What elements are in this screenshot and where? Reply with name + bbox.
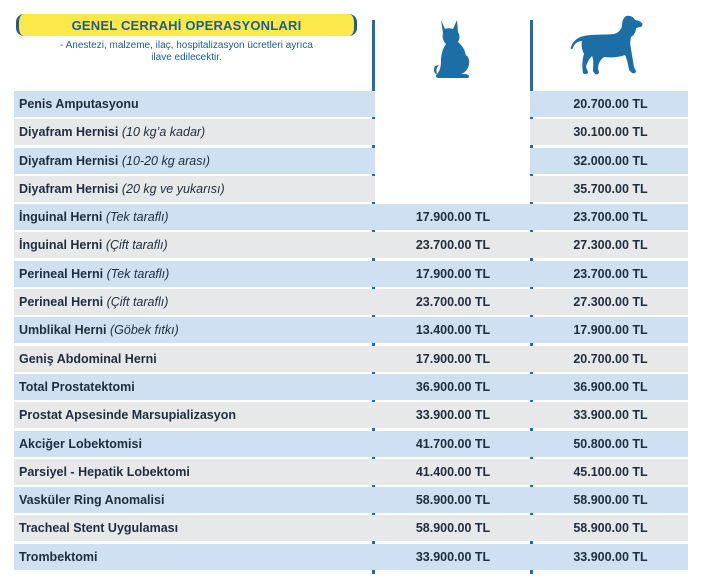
table-row	[14, 402, 688, 428]
table-row	[14, 515, 688, 541]
dog-price: 27.300.00 TL	[573, 238, 648, 253]
cat-price: 33.900.00 TL	[415, 408, 491, 423]
operation-name	[14, 323, 374, 337]
operation-name	[14, 97, 374, 111]
dog-price: 35.700.00 TL	[573, 181, 648, 196]
cat-price: 41.400.00 TL	[415, 464, 491, 479]
operation-name	[14, 125, 374, 139]
table-row	[14, 459, 688, 485]
dog-price: 32.000.00 TL	[573, 153, 648, 168]
cat-price: 17.900.00 TL	[415, 351, 491, 366]
dog-price: 30.100.00 TL	[573, 125, 648, 140]
cat-price: 23.700.00 TL	[415, 238, 491, 253]
table-row	[14, 487, 688, 513]
header-note-line-2: ilave edilecektir.	[151, 52, 222, 63]
table-row	[14, 261, 688, 287]
operation-note: (20 kg ve yukarısı)	[121, 181, 225, 196]
table-row	[14, 374, 688, 400]
price-table	[14, 91, 688, 572]
dog-price: 33.900.00 TL	[573, 408, 648, 423]
operation-title: Perineal Herni	[19, 295, 104, 310]
cat-price: 41.700.00 TL	[415, 436, 491, 451]
header-note-line-1: - Anestezi, malzeme, ilaç, hospitalizasyon ücretleri ayrıca	[60, 40, 313, 51]
table-row	[14, 289, 688, 315]
table-row	[14, 232, 688, 258]
operation-title: Tracheal Stent Uygulaması	[19, 521, 179, 536]
operation-title: İnguinal Herni	[19, 210, 103, 225]
operation-note: (10-20 kg arası)	[121, 153, 211, 168]
table-row	[14, 346, 688, 372]
operation-name	[14, 295, 374, 309]
cat-price: 17.900.00 TL	[415, 210, 491, 225]
operation-note: (Çift taraflı)	[106, 295, 169, 310]
table-row	[14, 91, 688, 117]
operation-title: Geniş Abdominal Herni	[19, 351, 157, 366]
dog-price: 17.900.00 TL	[573, 323, 648, 338]
cat-price: 23.700.00 TL	[415, 295, 491, 310]
operation-title: Prostat Apsesinde Marsupializasyon	[19, 408, 236, 423]
cat-price: 36.900.00 TL	[415, 379, 491, 394]
dog-icon	[570, 14, 646, 76]
dog-price: 50.800.00 TL	[573, 436, 648, 451]
dog-price: 23.700.00 TL	[573, 210, 648, 225]
dog-price: 36.900.00 TL	[573, 379, 648, 394]
cat-price: 33.900.00 TL	[415, 549, 491, 564]
operation-name	[14, 380, 374, 394]
dog-price: 23.700.00 TL	[573, 266, 648, 281]
dog-price: 58.900.00 TL	[573, 493, 648, 508]
cat-price-empty-cell	[375, 148, 530, 174]
table-row	[14, 204, 688, 230]
dog-price: 20.700.00 TL	[573, 97, 648, 111]
cat-price-empty-cell	[375, 119, 530, 145]
cat-price-empty-cell	[375, 91, 530, 117]
operation-note: (Tek taraflı)	[106, 266, 170, 281]
operation-title: İnguinal Herni	[19, 238, 103, 253]
cat-price: 13.400.00 TL	[415, 323, 491, 338]
operation-name	[14, 465, 374, 479]
cat-price: 17.900.00 TL	[415, 266, 491, 281]
operation-name	[14, 408, 374, 422]
cat-icon	[431, 16, 471, 80]
cat-price: 58.900.00 TL	[415, 493, 491, 508]
dog-price: 58.900.00 TL	[573, 521, 648, 536]
section-title: GENEL CERRAHİ OPERASYONLARI	[71, 17, 302, 33]
operation-note: (10 kg’a kadar)	[121, 125, 206, 140]
table-row	[14, 431, 688, 457]
header-note	[16, 40, 357, 64]
operation-title: Umblikal Herni	[19, 323, 107, 338]
section-title-badge	[16, 14, 357, 36]
operation-title: Penis Amputasyonu	[19, 97, 139, 111]
operation-title: Trombektomi	[19, 549, 98, 564]
dog-price: 27.300.00 TL	[573, 295, 648, 310]
table-row	[14, 317, 688, 343]
dog-price: 20.700.00 TL	[573, 351, 648, 366]
operation-name	[14, 210, 374, 224]
operation-name	[14, 154, 374, 168]
operation-title: Vasküler Ring Anomalisi	[19, 493, 165, 508]
operation-name	[14, 437, 374, 451]
operation-name	[14, 493, 374, 507]
operation-note: (Tek taraflı)	[105, 210, 169, 225]
operation-title: Diyafram Hernisi	[19, 181, 119, 196]
table-row	[14, 176, 688, 202]
table-row	[14, 148, 688, 174]
operation-name	[14, 550, 374, 564]
operation-note: (Çift taraflı)	[105, 238, 168, 253]
operation-title: Diyafram Hernisi	[19, 125, 119, 140]
operation-title: Total Prostatektomi	[19, 379, 135, 394]
dog-price: 33.900.00 TL	[573, 549, 648, 564]
operation-name	[14, 267, 374, 281]
operation-title: Perineal Herni	[19, 266, 104, 281]
operation-name	[14, 352, 374, 366]
operation-name	[14, 521, 374, 535]
operation-title: Diyafram Hernisi	[19, 153, 119, 168]
dog-price: 45.100.00 TL	[573, 464, 648, 479]
operation-name	[14, 182, 374, 196]
operation-note: (Göbek fıtkı)	[110, 323, 179, 338]
operation-name	[14, 238, 374, 252]
table-row	[14, 119, 688, 145]
cat-price: 58.900.00 TL	[415, 521, 491, 536]
cat-price-empty-cell	[375, 176, 530, 202]
operation-title: Akciğer Lobektomisi	[19, 436, 142, 451]
table-row	[14, 544, 688, 570]
operation-title: Parsiyel - Hepatik Lobektomi	[19, 464, 190, 479]
